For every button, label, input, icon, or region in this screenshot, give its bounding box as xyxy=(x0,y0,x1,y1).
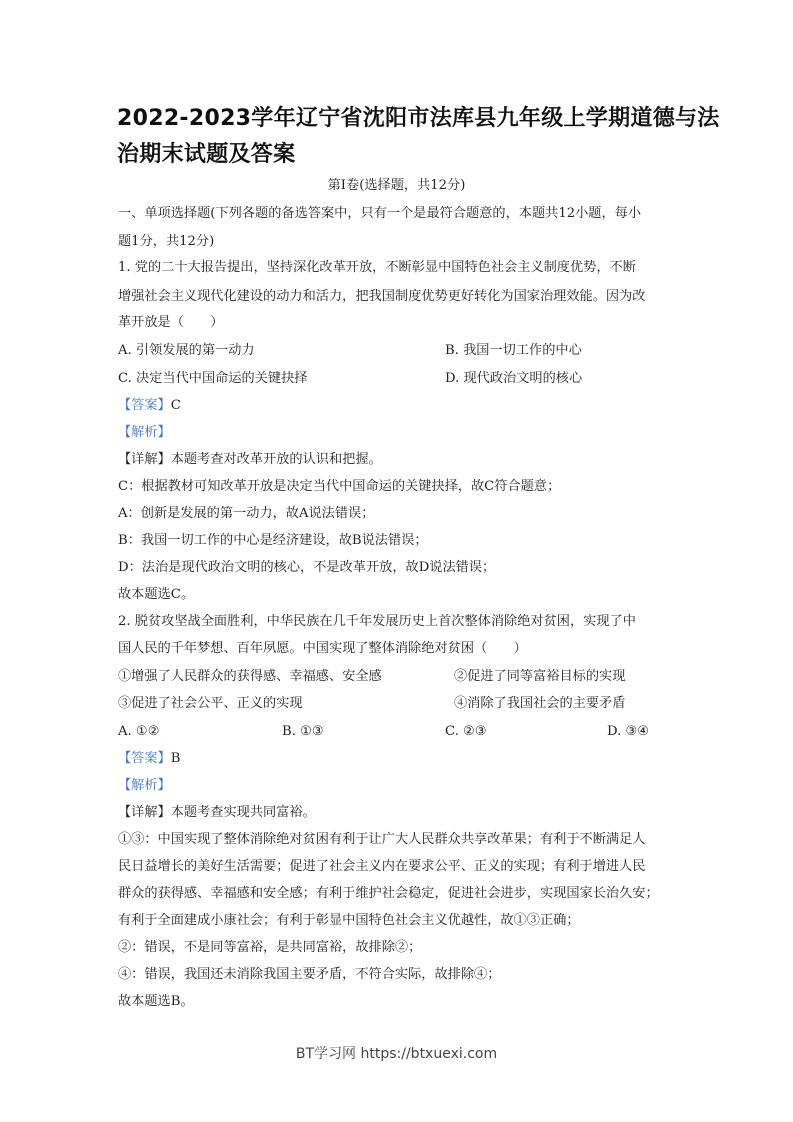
question-1-stem: 革开放是（ ） xyxy=(118,315,224,330)
question-2-option-d: D. ③④ xyxy=(607,724,650,739)
question-2-stem: 2. 脱贫攻坚战全面胜利，中华民族在几千年发展历史上首次整体消除绝对贫困，实现了中 xyxy=(118,614,636,629)
detail-line: ①③：中国实现了整体消除绝对贫困有利于让广大人民群众共享改革果；有利于不断满足人 xyxy=(118,832,646,847)
footer-watermark: BT学习网 https://btxuexi.com xyxy=(295,1046,498,1062)
detail-text: 本题考查实现共同富裕。 xyxy=(170,805,316,820)
analysis-tag: 【解析】 xyxy=(118,778,171,793)
question-1-option-c: C. 决定当代中国命运的关键抉择 xyxy=(118,371,308,386)
detail-line: ④：错误，我国还未消除我国主要矛盾，不符合实际，故排除④； xyxy=(118,967,501,982)
question-1-stem: 增强社会主义现代化建设的动力和活力，把我国制度优势更好转化为国家治理效能。因为改 xyxy=(118,289,646,304)
document-title-line2: 治期末试题及答案 xyxy=(117,142,296,167)
section-heading: 第Ⅰ卷(选择题，共12分) xyxy=(327,178,466,193)
answer-tag: 【答案】 xyxy=(118,751,171,766)
answer-value: C xyxy=(170,398,181,413)
detail-tag: 【详解】 xyxy=(118,452,171,467)
detail-line: D：法治是现代政治文明的核心，不是改革开放，故D说法错误； xyxy=(118,560,496,575)
question-2-stem: 国人民的千年梦想、百年夙愿。中国实现了整体消除绝对贫困（ ） xyxy=(118,641,527,656)
question-2-option-c: C. ②③ xyxy=(445,724,487,739)
detail-text: 本题考查对改革开放的认识和把握。 xyxy=(170,452,382,467)
question-2-option-a: A. ①② xyxy=(118,724,160,739)
question-1-option-d: D. 现代政治文明的核心 xyxy=(445,371,583,386)
document-title-line1: 2022-2023学年辽宁省沈阳市法库县九年级上学期道德与法 xyxy=(117,106,720,131)
detail-line: 有利于全面建成小康社会；有利于彰显中国特色社会主义优越性，故①③正确； xyxy=(118,913,580,928)
question-1-detail xyxy=(118,451,382,469)
question-2-statement-3: ③促进了社会公平、正义的实现 xyxy=(118,696,303,711)
question-1-option-b: B. 我国一切工作的中心 xyxy=(445,343,582,358)
question-1-option-a: A. 引领发展的第一动力 xyxy=(118,343,255,358)
detail-line: A：创新是发展的第一动力，故A说法错误； xyxy=(118,506,375,521)
detail-line: B：我国一切工作的中心是经济建设，故B说法错误； xyxy=(118,533,428,548)
question-1-stem: 1. 党的二十大报告提出，坚持深化改革开放，不断彰显中国特色社会主义制度优势，不断 xyxy=(118,260,636,275)
answer-tag: 【答案】 xyxy=(118,398,171,413)
question-1-answer xyxy=(118,397,181,415)
detail-line: 民日益增长的美好生活需要；促进了社会主义内在要求公平、正义的实现；有利于增进人民 xyxy=(118,859,646,874)
question-2-option-b: B. ①③ xyxy=(282,724,324,739)
instructions-line: 题1分，共12分) xyxy=(118,234,215,249)
question-2-statement-4: ④消除了我国社会的主要矛盾 xyxy=(454,696,626,711)
detail-line: 群众的获得感、幸福感和安全感；有利于维护社会稳定，促进社会进步，实现国家长治久安； xyxy=(118,886,659,901)
detail-line: ②：错误，不是同等富裕，是共同富裕，故排除②； xyxy=(118,940,422,955)
analysis-tag: 【解析】 xyxy=(118,425,171,440)
answer-value: B xyxy=(170,751,181,766)
detail-line: 故本题选B。 xyxy=(118,994,194,1009)
question-2-answer xyxy=(118,750,180,768)
detail-tag: 【详解】 xyxy=(118,805,171,820)
instructions-line: 一、单项选择题(下列各题的备选答案中，只有一个是最符合题意的，本题共12小题，每小 xyxy=(118,206,642,221)
detail-line: 故本题选C。 xyxy=(118,587,195,602)
question-2-detail xyxy=(118,804,316,822)
question-2-statement-1: ①增强了人民群众的获得感、幸福感、安全感 xyxy=(118,669,382,684)
detail-line: C：根据教材可知改革开放是决定当代中国命运的关键抉择，故C符合题意； xyxy=(118,479,561,494)
question-2-statement-2: ②促进了同等富裕目标的实现 xyxy=(454,669,626,684)
